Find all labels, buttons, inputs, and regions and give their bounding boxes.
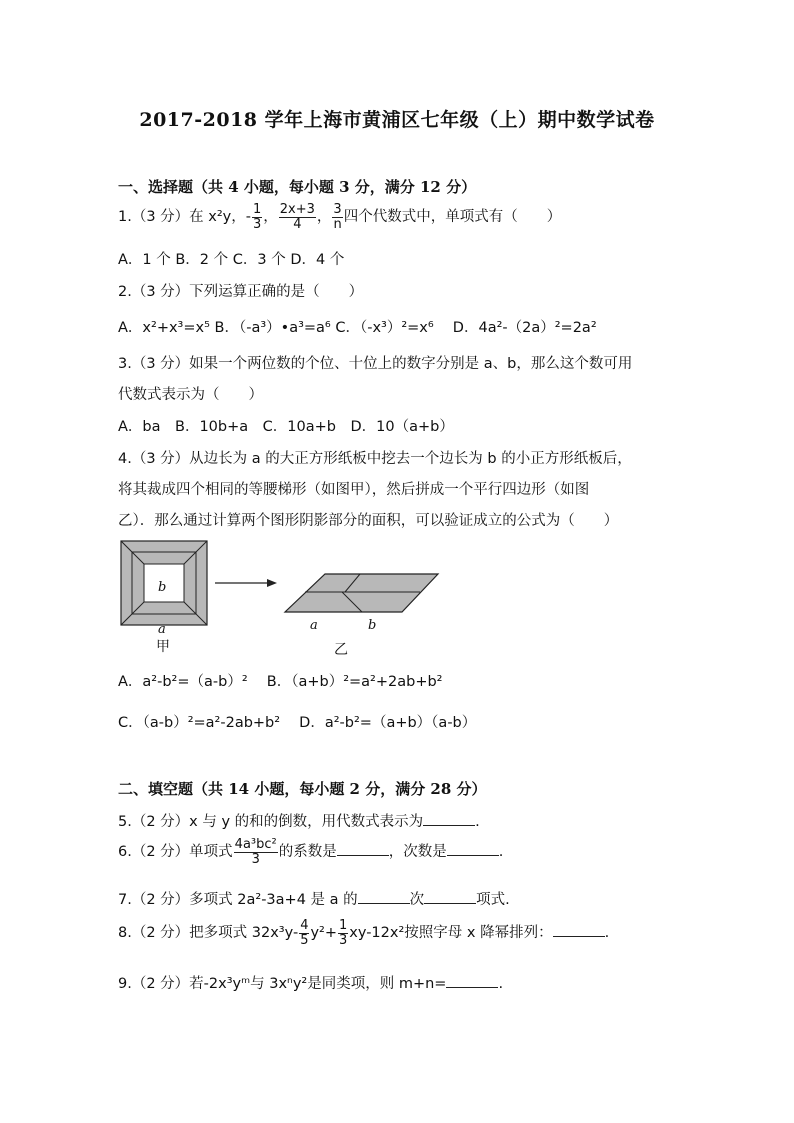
q8-mid: y²+ — [310, 925, 338, 942]
answer-blank[interactable] — [423, 813, 475, 826]
answer-blank[interactable] — [446, 975, 498, 988]
q1-frac3-num: 3 — [333, 202, 342, 217]
fig-label-a2: a — [310, 618, 318, 633]
question-4-line1: 4.（3 分）从边长为 a 的大正方形纸板中挖去一个边长为 b 的小正方形纸板后， — [118, 451, 632, 467]
q1-prefix: 1.（3 分）在 x²y， — [118, 209, 246, 226]
q8-prefix: 8.（2 分）把多项式 32x³y- — [118, 925, 299, 942]
q6-frac-den: 3 — [251, 851, 260, 867]
question-5 — [118, 810, 480, 831]
question-3-line2: 代数式表示为（ ） — [118, 387, 263, 403]
question-1: 1.（3 分）在 x²y，- $\frac{1}{3}$ ， $\frac{2x+3}{4}$ ， $\frac{3}{n}$ 四个代数式中，单项式有（ ） — [118, 202, 562, 232]
q1-frac3-den: n — [333, 216, 342, 232]
q6-fraction — [234, 838, 278, 866]
q6-frac-num: 4a³bc² — [234, 837, 277, 852]
q8-frac2-den: 3 — [339, 932, 348, 948]
q3-options: A．ba B．10b+a C．10a+b D．10（a+b） — [118, 419, 454, 435]
q8-frac2-num: 1 — [339, 918, 348, 933]
q5-end: . — [475, 814, 480, 830]
q1-frac2-den: 4 — [293, 216, 302, 232]
question-2: 2.（3 分）下列运算正确的是（ ） — [118, 284, 364, 300]
q4-options-cd: C．（a-b）²=a²-2ab+b² D．a²-b²=（a+b）（a-b） — [118, 715, 477, 731]
q2-options: A．x²+x³=x⁵ B．（-a³）•a³=a⁶ C．（-x³）²=x⁶ D．4a²-（2a）²=2a² — [118, 320, 597, 336]
q8-frac1-den: 5 — [300, 932, 309, 948]
q9-end: . — [498, 976, 504, 992]
question-3-line1: 3.（3 分）如果一个两位数的个位、十位上的数字分别是 a、b，那么这个数可用 — [118, 356, 633, 372]
answer-blank[interactable] — [424, 891, 476, 904]
fig-label-a: a — [158, 622, 166, 637]
fig-label-b: b — [158, 580, 167, 595]
q1-fraction-2 — [279, 203, 316, 231]
q8-frac1-num: 4 — [300, 918, 309, 933]
fig-caption-jia: 甲 — [156, 639, 170, 655]
q7-prefix: 7.（2 分）多项式 2a²-3a+4 是 a 的 — [118, 892, 358, 908]
q9-text: 9.（2 分）若-2x³yᵐ与 3xⁿy²是同类项，则 m+n= — [118, 976, 447, 992]
q1-suffix: 四个代数式中，单项式有（ ） — [343, 209, 562, 226]
section-1-heading: 一、选择题（共 4 小题，每小题 3 分，满分 12 分） — [118, 178, 477, 196]
q7-suffix: 项式. — [476, 892, 510, 908]
q1-options: A．1 个 B．2 个 C．3 个 D．4 个 — [118, 252, 345, 268]
q8-fraction-1 — [299, 919, 309, 947]
q7-mid: 次 — [409, 892, 425, 908]
answer-blank[interactable] — [553, 924, 605, 937]
question-4-line3: 乙）．那么通过计算两个图形阴影部分的面积，可以验证成立的公式为（ ） — [118, 513, 619, 529]
q4-figure-svg — [120, 540, 440, 628]
parallelogram — [285, 574, 438, 612]
answer-blank[interactable] — [358, 891, 410, 904]
q8-fraction-2 — [338, 919, 348, 947]
q4-options-ab: A．a²-b²=（a-b）² B．（a+b）²=a²+2ab+b² — [118, 674, 443, 690]
q6-mid: 的系数是 — [278, 844, 337, 861]
q6-mid2: ，次数是 — [388, 844, 447, 861]
q1-frac1-num: 1 — [253, 202, 262, 217]
fig-label-b2: b — [368, 618, 377, 633]
q6-prefix: 6.（2 分）单项式 — [118, 844, 233, 861]
q1-fraction-3 — [332, 203, 342, 231]
question-8 — [118, 919, 609, 947]
q6-end: . — [498, 844, 504, 861]
arrow-head-icon — [267, 579, 277, 587]
q8-suffix: xy-12x²按照字母 x 降幂排列： — [349, 925, 553, 942]
answer-blank[interactable] — [447, 843, 499, 856]
answer-blank[interactable] — [337, 843, 389, 856]
fig-caption-yi: 乙 — [334, 642, 348, 658]
q1-frac1-sign: - — [245, 209, 251, 226]
question-9 — [118, 972, 503, 993]
question-4-line2: 将其裁成四个相同的等腰梯形（如图甲），然后拼成一个平行四边形（如图 — [118, 482, 590, 498]
section-2-heading: 二、填空题（共 14 小题，每小题 2 分，满分 28 分） — [118, 780, 487, 798]
q1-frac2-num: 2x+3 — [279, 202, 315, 217]
q1-frac1-den: 3 — [253, 216, 262, 232]
question-6 — [118, 838, 503, 866]
question-7 — [118, 888, 510, 909]
q8-end: . — [604, 925, 610, 942]
q1-fraction-1 — [252, 203, 262, 231]
page-title: 2017-2018 学年上海市黄浦区七年级（上）期中数学试卷 — [139, 109, 655, 131]
q5-text: 5.（2 分）x 与 y 的和的倒数，用代数式表示为 — [118, 814, 424, 830]
